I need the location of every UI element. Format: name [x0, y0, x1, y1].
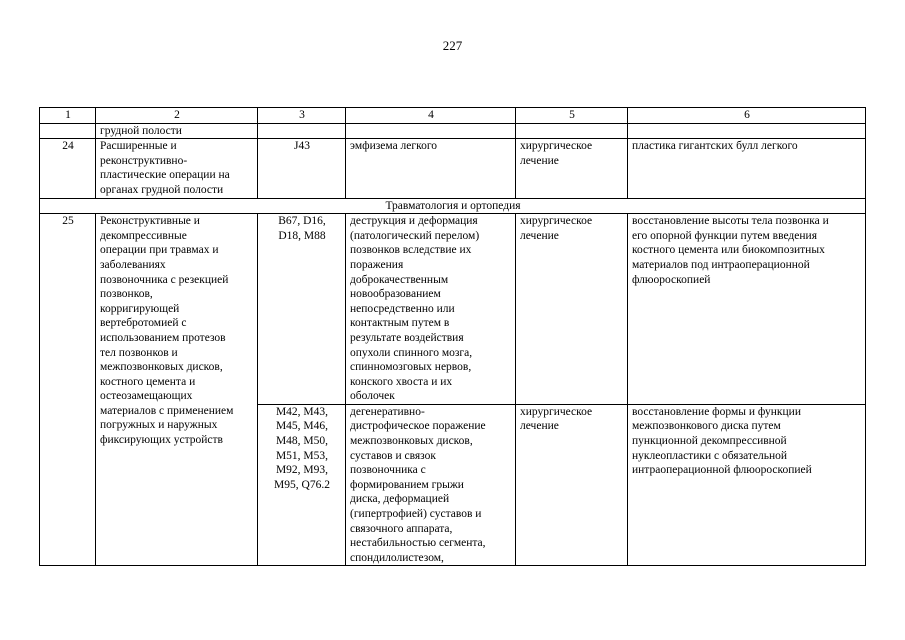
treatment-method: восстановление высоты тела позвонка и его опорной функции путем введения костного цемента или биокомпозитных материалов под интраоперационной флюороскопией	[628, 214, 866, 405]
continuation-text: грудной полости	[96, 123, 258, 139]
procedure-group-name: Реконструктивные и декомпрессивные операции при травмах и заболеваниях позвоночника с резекцией позвонков, корригирующей вертебротомией с использованием протезов тел позвонков и межпозвонковых дисков, костного цемента и остеозамещающих материалов с применением погружных и наружных фиксирующих устройств	[96, 214, 258, 566]
icd-codes: J43	[258, 139, 346, 198]
header-cell-6: 6	[628, 108, 866, 124]
cell-empty	[516, 123, 628, 139]
header-cell-4: 4	[346, 108, 516, 124]
section-title: Травматология и ортопедия	[40, 198, 866, 214]
table-row-25a	[40, 214, 866, 405]
treatment-type: хирургическое лечение	[516, 214, 628, 405]
header-cell-1: 1	[40, 108, 96, 124]
table-row-24	[40, 139, 866, 198]
procedure-group-name: Расширенные и реконструктивно- пластические операции на органах грудной полости	[96, 139, 258, 198]
cell-empty	[628, 123, 866, 139]
row-number: 25	[40, 214, 96, 566]
continuation-row	[40, 123, 866, 139]
diagnosis: эмфизема легкого	[346, 139, 516, 198]
treatment-method: восстановление формы и функции межпозвонкового диска путем пункционной декомпрессивной нуклеопластики с обязательной интраоперационной флюороскопией	[628, 404, 866, 566]
row-number: 24	[40, 139, 96, 198]
cell-empty	[40, 123, 96, 139]
cell-empty	[346, 123, 516, 139]
treatment-method: пластика гигантских булл легкого	[628, 139, 866, 198]
header-cell-5: 5	[516, 108, 628, 124]
treatment-type: хирургическое лечение	[516, 404, 628, 566]
diagnosis: дегенеративно- дистрофическое поражение межпозвонковых дисков, суставов и связок позвоночника с формированием грыжи диска, деформацией (гипертрофией) суставов и связочного аппарата, нестабильностью сегмента, спондилолистезом,	[346, 404, 516, 566]
icd-codes: B67, D16, D18, M88	[258, 214, 346, 405]
section-row	[40, 198, 866, 214]
page-number: 227	[442, 38, 463, 53]
icd-codes: M42, M43, M45, M46, M48, M50, M51, M53, M92, M93, M95, Q76.2	[258, 404, 346, 566]
header-cell-2: 2	[96, 108, 258, 124]
medical-care-table	[39, 107, 866, 566]
header-cell-3: 3	[258, 108, 346, 124]
header-row	[40, 108, 866, 124]
treatment-type: хирургическое лечение	[516, 139, 628, 198]
diagnosis: деструкция и деформация (патологический перелом) позвонков вследствие их поражения доброкачественным новообразованием непосредственно или контактным путем в результате воздействия опухоли спинного мозга, спинномозговых нервов, конского хвоста и их оболочек	[346, 214, 516, 405]
cell-empty	[258, 123, 346, 139]
